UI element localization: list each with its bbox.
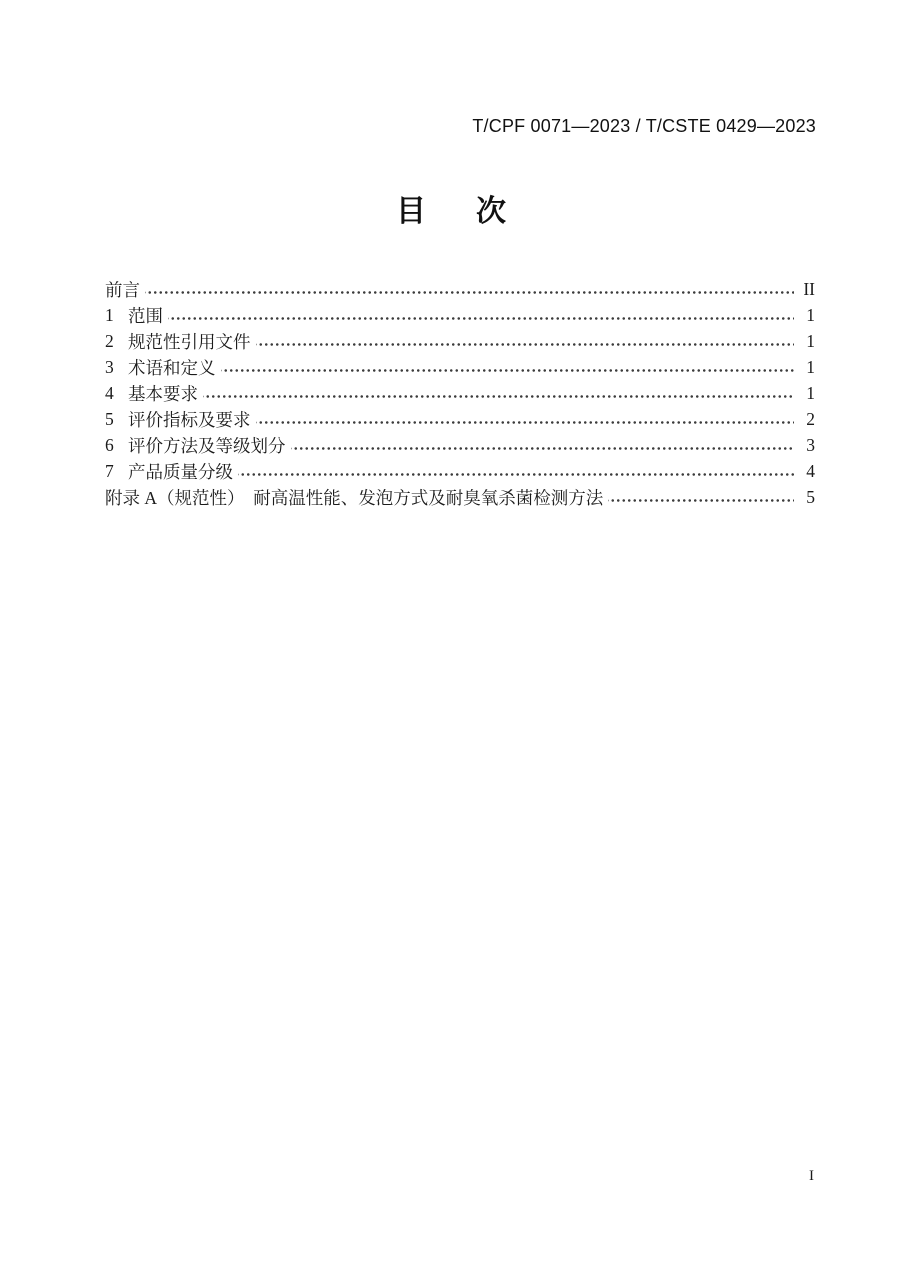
toc-page-number: 1 bbox=[806, 356, 815, 377]
toc-page-number: 3 bbox=[806, 434, 815, 455]
dot-leader bbox=[238, 458, 794, 484]
toc-entry-number: 1 bbox=[105, 304, 114, 325]
toc-entry-title: 基本要求 bbox=[128, 383, 198, 404]
toc-list bbox=[105, 276, 815, 510]
toc-entry-number: 3 bbox=[105, 356, 114, 377]
toc-row bbox=[105, 380, 815, 406]
toc-entry-title: 附录 A（规范性） 耐高温性能、发泡方式及耐臭氧杀菌检测方法 bbox=[105, 487, 604, 508]
toc-page-number: II bbox=[803, 278, 815, 299]
toc-entry-number: 7 bbox=[105, 460, 114, 481]
toc-entry-number: 4 bbox=[105, 382, 114, 403]
dot-leader bbox=[256, 328, 795, 354]
toc-entry-title: 前言 bbox=[105, 279, 140, 300]
toc-row bbox=[105, 328, 815, 354]
toc-row bbox=[105, 432, 815, 458]
dot-leader bbox=[168, 302, 794, 328]
toc-row bbox=[105, 484, 815, 510]
toc-page-number: 2 bbox=[806, 408, 815, 429]
dot-leader bbox=[608, 484, 794, 510]
toc-entry-number: 6 bbox=[105, 434, 114, 455]
toc-row bbox=[105, 354, 815, 380]
toc-row bbox=[105, 406, 815, 432]
toc-row bbox=[105, 276, 815, 302]
dot-leader bbox=[291, 432, 795, 458]
dot-leader bbox=[203, 380, 794, 406]
toc-entry-title: 规范性引用文件 bbox=[128, 331, 251, 352]
page-title: 目 次 bbox=[396, 195, 516, 228]
toc-row bbox=[105, 302, 815, 328]
toc-entry-title: 产品质量分级 bbox=[128, 461, 233, 482]
dot-leader bbox=[256, 406, 795, 432]
dot-leader bbox=[221, 354, 795, 380]
toc-page-number: 1 bbox=[806, 330, 815, 351]
toc-page-number: 1 bbox=[806, 304, 815, 325]
footer-page-number: I bbox=[809, 1168, 814, 1184]
toc-entry-title: 评价方法及等级划分 bbox=[128, 435, 286, 456]
toc-row bbox=[105, 458, 815, 484]
toc-entry-number: 2 bbox=[105, 330, 114, 351]
toc-entry-title: 范围 bbox=[128, 305, 163, 326]
toc-page-number: 1 bbox=[806, 382, 815, 403]
dot-leader bbox=[145, 276, 794, 302]
header-standard-number: T/CPF 0071—2023 / T/CSTE 0429—2023 bbox=[472, 116, 816, 136]
toc-entry-title: 术语和定义 bbox=[128, 357, 216, 378]
toc-page-number: 5 bbox=[806, 486, 815, 507]
toc-page-number: 4 bbox=[806, 460, 815, 481]
toc-entry-title: 评价指标及要求 bbox=[128, 409, 251, 430]
toc-entry-number: 5 bbox=[105, 408, 114, 429]
